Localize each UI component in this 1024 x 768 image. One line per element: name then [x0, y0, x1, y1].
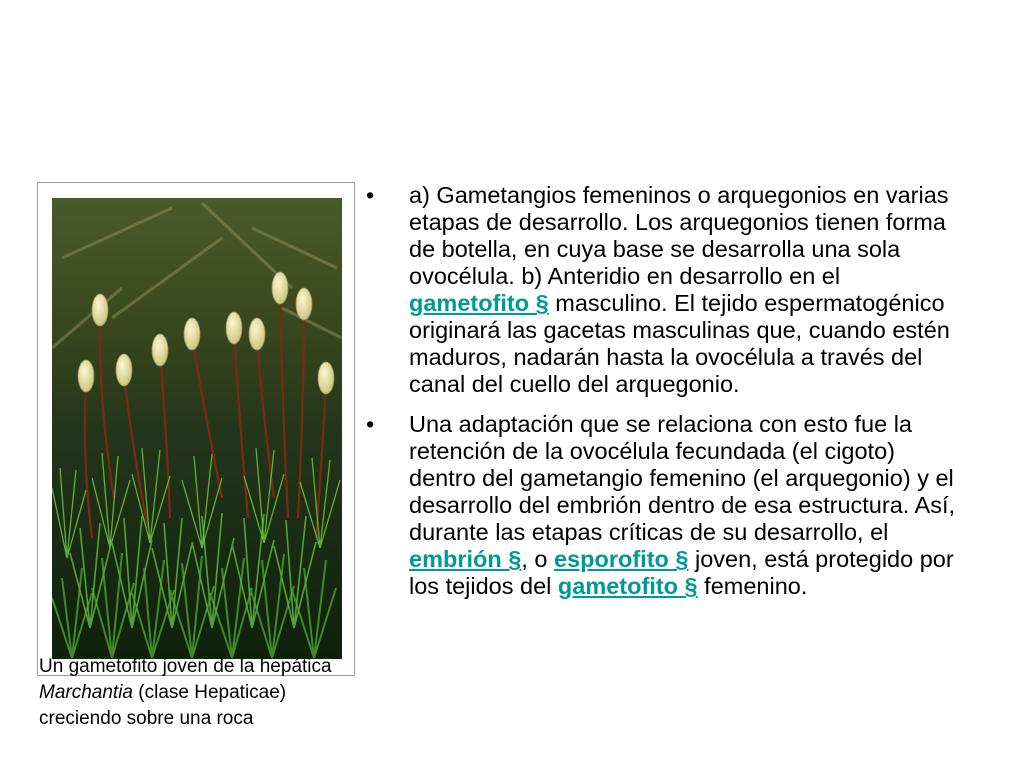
caption-genus-name: Marchantia [39, 682, 133, 703]
moss-photo [52, 198, 342, 659]
bullet-list [366, 182, 966, 613]
bullet-1-text: a) Gametangios femeninos o arquegonios en varias etapas de desarrollo. Los arquegonios tienen forma de botella, en cuya base se desarrolla una sola ovocélula. b) Anteridio en desarrollo en el [409, 182, 949, 289]
link-esporofito[interactable]: esporofito § [553, 546, 689, 572]
link-gametofito-2[interactable]: gametofito § [557, 573, 698, 599]
caption-text-start: Un gametofito joven de la hepática [39, 656, 332, 677]
bullet-2-text-cont-2: joven, está protegido por los tejidos del [409, 546, 954, 599]
link-embrion[interactable]: embrión § [409, 546, 522, 572]
bullet-item-1 [366, 182, 966, 398]
caption-text-end: (clase Hepaticae) creciendo sobre una roca [39, 682, 287, 729]
image-caption [39, 654, 369, 732]
link-gametofito[interactable]: gametofito § [409, 290, 549, 316]
bullet-item-2 [366, 411, 966, 600]
bullet-1-text-cont: masculino. El tejido espermatogénico originará las gacetas masculinas que, cuando estén maduros, nadarán hasta la ovocélula a través del canal del cuello del arquegonio. [409, 290, 950, 397]
bullet-marker: • [366, 411, 375, 437]
photo-frame [37, 182, 355, 676]
bullet-2-text-end: femenino. [697, 573, 808, 599]
bullet-2-text-cont: , o [521, 546, 554, 572]
bullet-2-text: Una adaptación que se relaciona con esto fue la retención de la ovocélula fecundada (el cigoto) dentro del gametangio femenino (el arquegonio) y el desarrollo del embrión dentro de esa estructura. Así, durante las etapas críticas de su desarrollo, el [409, 411, 956, 545]
bullet-marker: • [366, 182, 375, 208]
